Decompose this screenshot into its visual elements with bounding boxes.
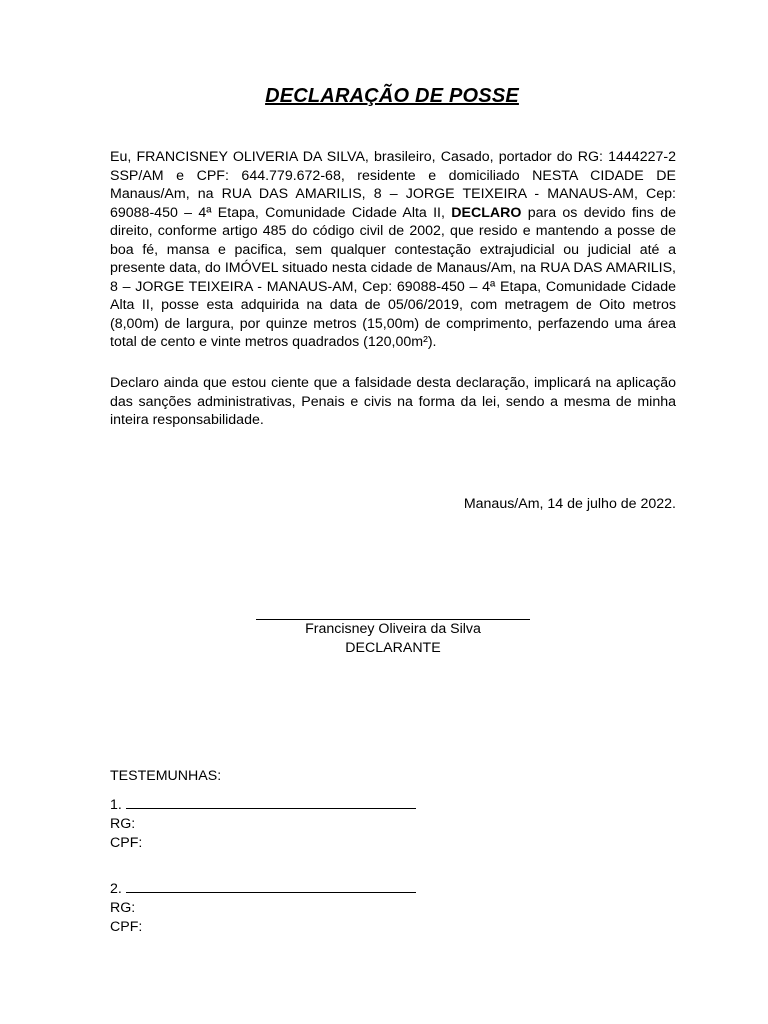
declaration-paragraph — [110, 148, 676, 352]
signature-name: Francisney Oliveira da Silva — [305, 621, 481, 637]
witness-rg: RG: — [110, 900, 136, 916]
paragraph-text-end: para os devido fins de direito, conforme artigo 485 do código civil de 2002, que resido e mantendo a posse de boa fé, mansa e pacifica, sem qualquer contestação extrajudicial ou judicial até a presente data, do IMÓVEL situado nesta cidade de Manaus/Am, na RUA DAS AMARILIS, 8 – JORGE TEIXEIRA - MANAUS-AM, Cep: 69088-450 – 4ª Etapa, Comunidade Cidade Alta II, posse esta adquirida na data de 05/06/2019, com metragem de Oito metros (8,00m) de largura, por quinze metros (15,00m) de comprimento, perfazendo uma área total de cento e vinte metros quadrados (120,00m²). — [110, 204, 676, 350]
witness-number: 1. — [110, 797, 122, 813]
signature-line — [256, 607, 530, 620]
witness-signature-line — [126, 796, 416, 809]
witness-entry — [110, 880, 416, 937]
declaro-bold-text: DECLARO — [451, 204, 522, 221]
witness-signature-row — [110, 880, 416, 899]
witnesses-label: TESTEMUNHAS: — [110, 768, 222, 784]
responsibility-paragraph: Declaro ainda que estou ciente que a falsidade desta declaração, implicará na aplicação das sanções administrativas, Penais e civis na forma da lei, sendo a mesma de minha inteira responsabilidade. — [110, 375, 676, 428]
witness-cpf: CPF: — [110, 835, 143, 851]
witness-number: 2. — [110, 881, 122, 897]
witness-signature-line — [126, 880, 416, 893]
document-title: DECLARAÇÃO DE POSSE — [265, 85, 519, 107]
signature-role: DECLARANTE — [345, 639, 441, 656]
signature-block — [254, 607, 532, 657]
witness-signature-row — [110, 796, 416, 815]
date-line: Manaus/Am, 14 de julho de 2022. — [463, 496, 676, 512]
witness-rg: RG: — [110, 816, 136, 832]
witness-cpf: CPF: — [110, 919, 143, 935]
paragraph-text-start: Eu, FRANCISNEY OLIVERIA DA SILVA, brasileiro, Casado, portador do RG: 1444227-2 SSP/AM e CPF: 644.779.672-68, residente e domiciliado NESTA CIDADE DE Manaus/Am, na RUA DAS AMARILIS, 8 – JORGE TEIXEIRA - MANAUS-AM, Cep: 69088-450 – 4ª Etapa, Comunidade Cidade Alta II, — [110, 149, 676, 221]
witness-entry — [110, 796, 416, 853]
